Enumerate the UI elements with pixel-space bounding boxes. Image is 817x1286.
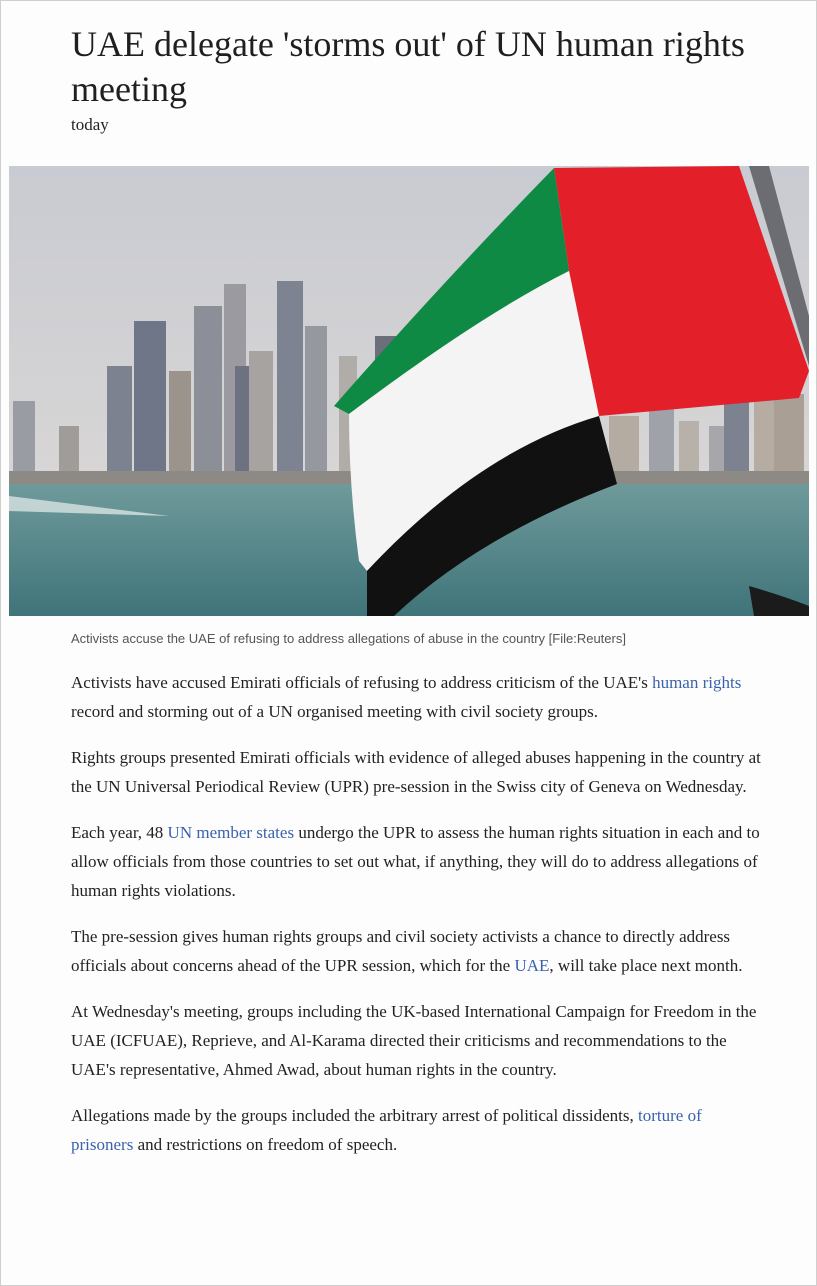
paragraph-1-text-b: record and storming out of a UN organised meeting with civil society groups. — [71, 702, 599, 721]
paragraph-4 — [71, 922, 761, 980]
paragraph-6-text-a: Allegations made by the groups included the arbitrary arrest of political dissidents, — [71, 1106, 638, 1125]
paragraph-4-text-b: , will take place next month. — [549, 956, 743, 975]
paragraph-2: Rights groups presented Emirati officials with evidence of alleged abuses happening in the country at the UN Universal Periodical Review (UPR) pre-session in the Swiss city of Geneva on Wednesday. — [71, 748, 761, 796]
image-caption: Activists accuse the UAE of refusing to address allegations of abuse in the country [File:Reuters] — [71, 631, 626, 646]
paragraph-6-text-b: and restrictions on freedom of speech. — [133, 1135, 398, 1154]
link-un-member-states[interactable]: UN member states — [167, 823, 295, 842]
paragraph-1 — [71, 668, 761, 726]
article-title: UAE delegate 'storms out' of UN human rights meeting — [71, 24, 745, 109]
paragraph-3 — [71, 818, 761, 905]
paragraph-4-text-a: The pre-session gives human rights groups and civil society activists a chance to directly address officials about concerns ahead of the UPR session, which for the — [71, 927, 731, 975]
article-date: today — [71, 115, 109, 134]
paragraph-1-text-a: Activists have accused Emirati officials of refusing to address criticism of the UAE's — [71, 673, 653, 692]
paragraph-5: At Wednesday's meeting, groups including the UK-based International Campaign for Freedom in the UAE (ICFUAE), Reprieve, and Al-Karama directed their criticisms and recommendations to the UAE's representative, Ahmed Awad, about human rights in the country. — [71, 1002, 757, 1079]
link-human-rights[interactable]: human rights — [652, 673, 742, 692]
hero-image — [9, 166, 809, 616]
dubai-marina-flag-photo — [9, 166, 809, 616]
link-torture-of-prisoners[interactable]: torture of prisoners — [71, 1106, 702, 1154]
paragraph-6 — [71, 1101, 761, 1159]
link-uae[interactable]: UAE — [514, 956, 550, 975]
paragraph-3-text-a: Each year, 48 — [71, 823, 168, 842]
article-body — [71, 668, 761, 1176]
paragraph-3-text-b: undergo the UPR to assess the human rights situation in each and to allow officials from those countries to set out what, if anything, they will do to address allegations of human rights violations. — [71, 823, 760, 900]
